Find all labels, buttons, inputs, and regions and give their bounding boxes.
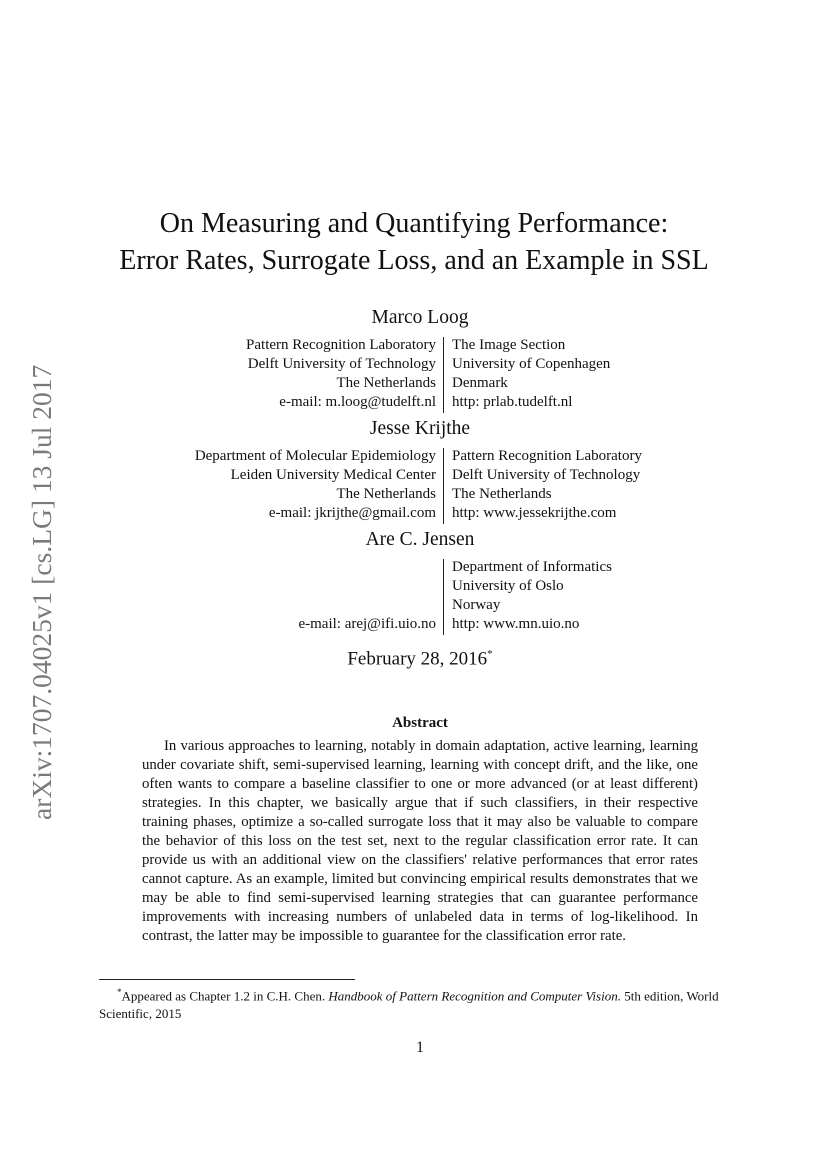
arxiv-identifier-stamp: arXiv:1707.04025v1 [cs.LG] 13 Jul 2017: [26, 364, 57, 820]
author-1-website: http: prlab.tudelft.nl: [452, 394, 573, 410]
affiliation-line: [298, 596, 436, 615]
abstract-body: In various approaches to learning, notably in domain adaptation, active learning, learning under covariate shift, semi-supervised learning, learning with concept drift, and the like, one often wants to compare a baseline classifier to one or more advanced (or at least different) strategies. In this chapter, we basically argue that if such classifiers, in their respective training phases, optimize a so-called surrogate loss that it may also be valuable to compare the behavior of this loss on the test set, next to the regular classification error rate. It can provide us with an additional view on the classifiers' relative performances that error rates cannot capture. As an example, limited but convincing empirical results demonstrates that we may be able to find semi-supervised learning strategies that can guarantee performance improvements with increasing numbers of unlabeled data in terms of log-likelihood. In contrast, the latter may be impossible to guarantee for the classification error rate.: [142, 738, 698, 944]
paper-title: [0, 205, 828, 279]
affiliation-line: [298, 558, 436, 577]
author-1-affiliation-left: [246, 336, 436, 412]
author-2-affiliation-right: [452, 447, 642, 523]
footnote-book-title: Handbook of Pattern Recognition and Computer Vision.: [328, 988, 621, 1004]
footnote: [99, 983, 739, 1023]
affiliation-line: The Image Section: [452, 337, 566, 353]
affiliation-line: Leiden University Medical Center: [230, 467, 436, 483]
abstract-heading: Abstract: [392, 715, 448, 731]
paper-title-line-1: On Measuring and Quantifying Performance:: [159, 208, 669, 239]
author-name-1: Marco Loog: [371, 307, 469, 328]
footnote-mark: *: [117, 987, 122, 997]
affiliation-line: Delft University of Technology: [247, 356, 436, 372]
affiliation-line: University of Copenhagen: [452, 356, 611, 372]
affiliation-divider: [443, 559, 444, 635]
affiliation-line: [298, 577, 436, 596]
affiliation-line: Denmark: [452, 375, 508, 391]
author-name-2: Jesse Krijthe: [369, 418, 471, 439]
affiliation-line: Delft University of Technology: [452, 467, 641, 483]
author-name-3: Are C. Jensen: [365, 529, 475, 550]
affiliation-line: Department of Informatics: [452, 559, 612, 575]
affiliation-line: The Netherlands: [336, 486, 436, 502]
date-footnote-mark: *: [487, 648, 493, 660]
affiliation-divider: [443, 448, 444, 524]
page-number: 1: [416, 1039, 424, 1056]
author-3-website: http: www.mn.uio.no: [452, 616, 580, 632]
author-2-affiliation-left: [195, 447, 436, 523]
publication-date: [0, 648, 828, 670]
affiliation-divider: [443, 337, 444, 413]
author-3-email: e-mail: arej@ifi.uio.no: [298, 616, 436, 632]
date-text: February 28, 2016: [347, 648, 488, 670]
affiliation-line: University of Oslo: [452, 578, 564, 594]
author-2-email: e-mail: jkrijthe@gmail.com: [268, 505, 436, 521]
affiliation-line: Pattern Recognition Laboratory: [452, 448, 642, 464]
affiliation-line: Department of Molecular Epidemiology: [194, 448, 436, 464]
author-3-affiliation-right: [452, 558, 612, 634]
footnote-rule: [99, 979, 355, 980]
affiliation-line: Pattern Recognition Laboratory: [246, 337, 436, 353]
affiliation-line: The Netherlands: [452, 486, 552, 502]
author-3-affiliation-left: [298, 558, 436, 634]
author-2-website: http: www.jessekrijthe.com: [452, 505, 617, 521]
footnote-prefix: Appeared as Chapter 1.2 in C.H. Chen.: [121, 988, 329, 1004]
paper-title-line-2: Error Rates, Surrogate Loss, and an Example in SSL: [119, 245, 709, 276]
author-1-affiliation-right: [452, 336, 610, 412]
footnote-suffix: 5th edition, World Scientific, 2015: [99, 988, 719, 1022]
author-1-email: e-mail: m.loog@tudelft.nl: [279, 394, 436, 410]
affiliation-line: Norway: [452, 597, 501, 613]
affiliation-line: The Netherlands: [336, 375, 436, 391]
